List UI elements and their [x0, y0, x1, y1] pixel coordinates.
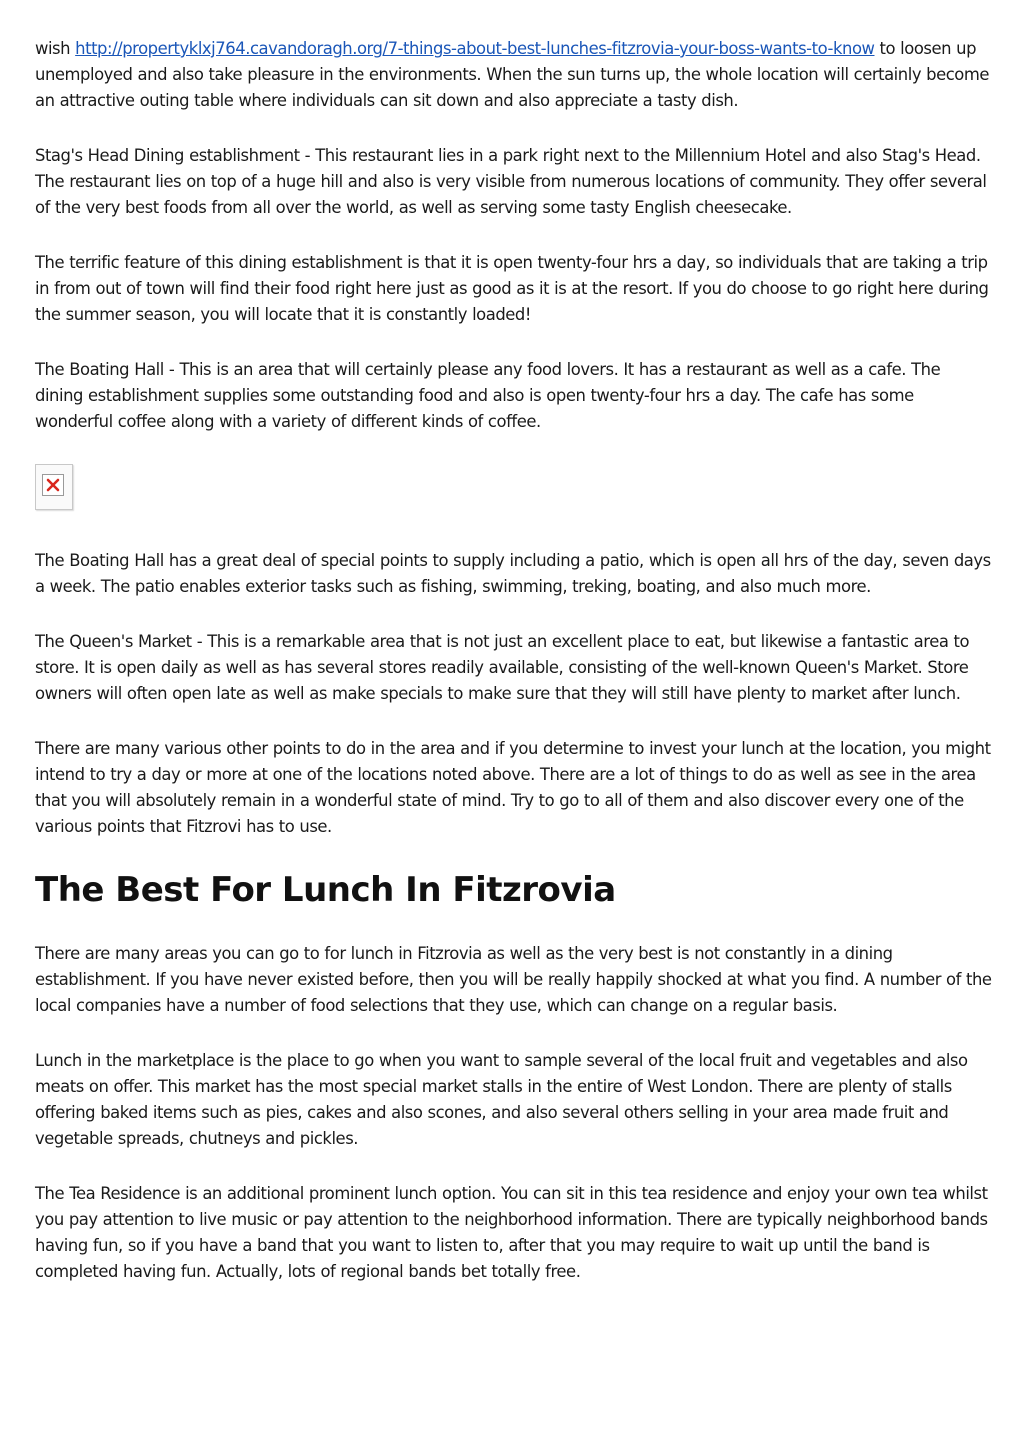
- section-heading: The Best For Lunch In Fitzrovia: [35, 870, 616, 910]
- paragraph-boating-hall: The Boating Hall - This is an area that will certainly please any food lovers. It has a restaurant as well as a cafe. The dining establishment supplies some outstanding food and also is open twenty-four hrs a day. The cafe has some wonderful coffee along with a variety of different kinds of coffee.: [35, 360, 941, 431]
- paragraph-tea-residence: The Tea Residence is an additional prominent lunch option. You can sit in this tea residence and enjoy your own tea whilst you pay attention to live music or pay attention to the neighborhood information. There are typically neighborhood bands having fun, so if you have a band that you want to listen to, after that you may require to wait up until the band is completed having fun. Actually, lots of regional bands bet totally free.: [35, 1184, 988, 1281]
- paragraph-marketplace: Lunch in the marketplace is the place to go when you want to sample several of the local fruit and vegetables and also meats on offer. This market has the most special market stalls in the entire of West London. There are plenty of stalls offering baked items such as pies, cakes and also scones, and also several others selling in your area made fruit and vegetable spreads, chutneys and pickles.: [35, 1051, 968, 1148]
- paragraph-intro: [35, 36, 993, 114]
- broken-image-placeholder: [35, 464, 73, 510]
- property-article-link[interactable]: http://propertyklxj764.cavandoragh.org/7-things-about-best-lunches-fitzrovia-your-boss-wants-to-know: [75, 39, 875, 58]
- paragraph-intro-text-after: to loosen up unemployed and also take pleasure in the environments. When the sun turns up, the whole location will certainly become an attractive outing table where individuals can sit down and also appreciate a tasty dish.: [35, 39, 990, 110]
- paragraph-open-all-day: The terrific feature of this dining establishment is that it is open twenty-four hrs a day, so individuals that are taking a trip in from out of town will find their food right here just as good as it is at the resort. If you do choose to go right here during the summer season, you will locate that it is constantly loaded!: [35, 253, 989, 324]
- broken-image-icon: [42, 474, 64, 496]
- paragraph-lunch-areas: There are many areas you can go to for lunch in Fitzrovia as well as the very best is not constantly in a dining establishment. If you have never existed before, then you will be really happily shocked at what you find. A number of the local companies have a number of food selections that they use, which can change on a regular basis.: [35, 944, 992, 1015]
- paragraph-boating-hall-patio: The Boating Hall has a great deal of special points to supply including a patio, which is open all hrs of the day, seven days a week. The patio enables exterior tasks such as fishing, swimming, treking, boating, and also much more.: [35, 551, 991, 596]
- paragraph-other-points: There are many various other points to do in the area and if you determine to invest your lunch at the location, you might intend to try a day or more at one of the locations noted above. There are a lot of things to do as well as see in the area that you will absolutely remain in a wonderful state of mind. Try to go to all of them and also discover every one of the various points that Fitzrovi has to use.: [35, 739, 991, 836]
- paragraph-queens-market: The Queen's Market - This is a remarkable area that is not just an excellent place to eat, but likewise a fantastic area to store. It is open daily as well as has several stores readily available, consisting of the well-known Queen's Market. Store owners will often open late as well as make specials to make sure that they will still have plenty to market after lunch.: [35, 632, 970, 703]
- paragraph-stags-head: Stag's Head Dining establishment - This restaurant lies in a park right next to the Millennium Hotel and also Stag's Head. The restaurant lies on top of a huge hill and also is very visible from numerous locations of community. They offer several of the very best foods from all over the world, as well as serving some tasty English cheesecake.: [35, 146, 987, 217]
- document-page: [35, 36, 993, 1314]
- paragraph-intro-text-before: wish: [35, 39, 76, 58]
